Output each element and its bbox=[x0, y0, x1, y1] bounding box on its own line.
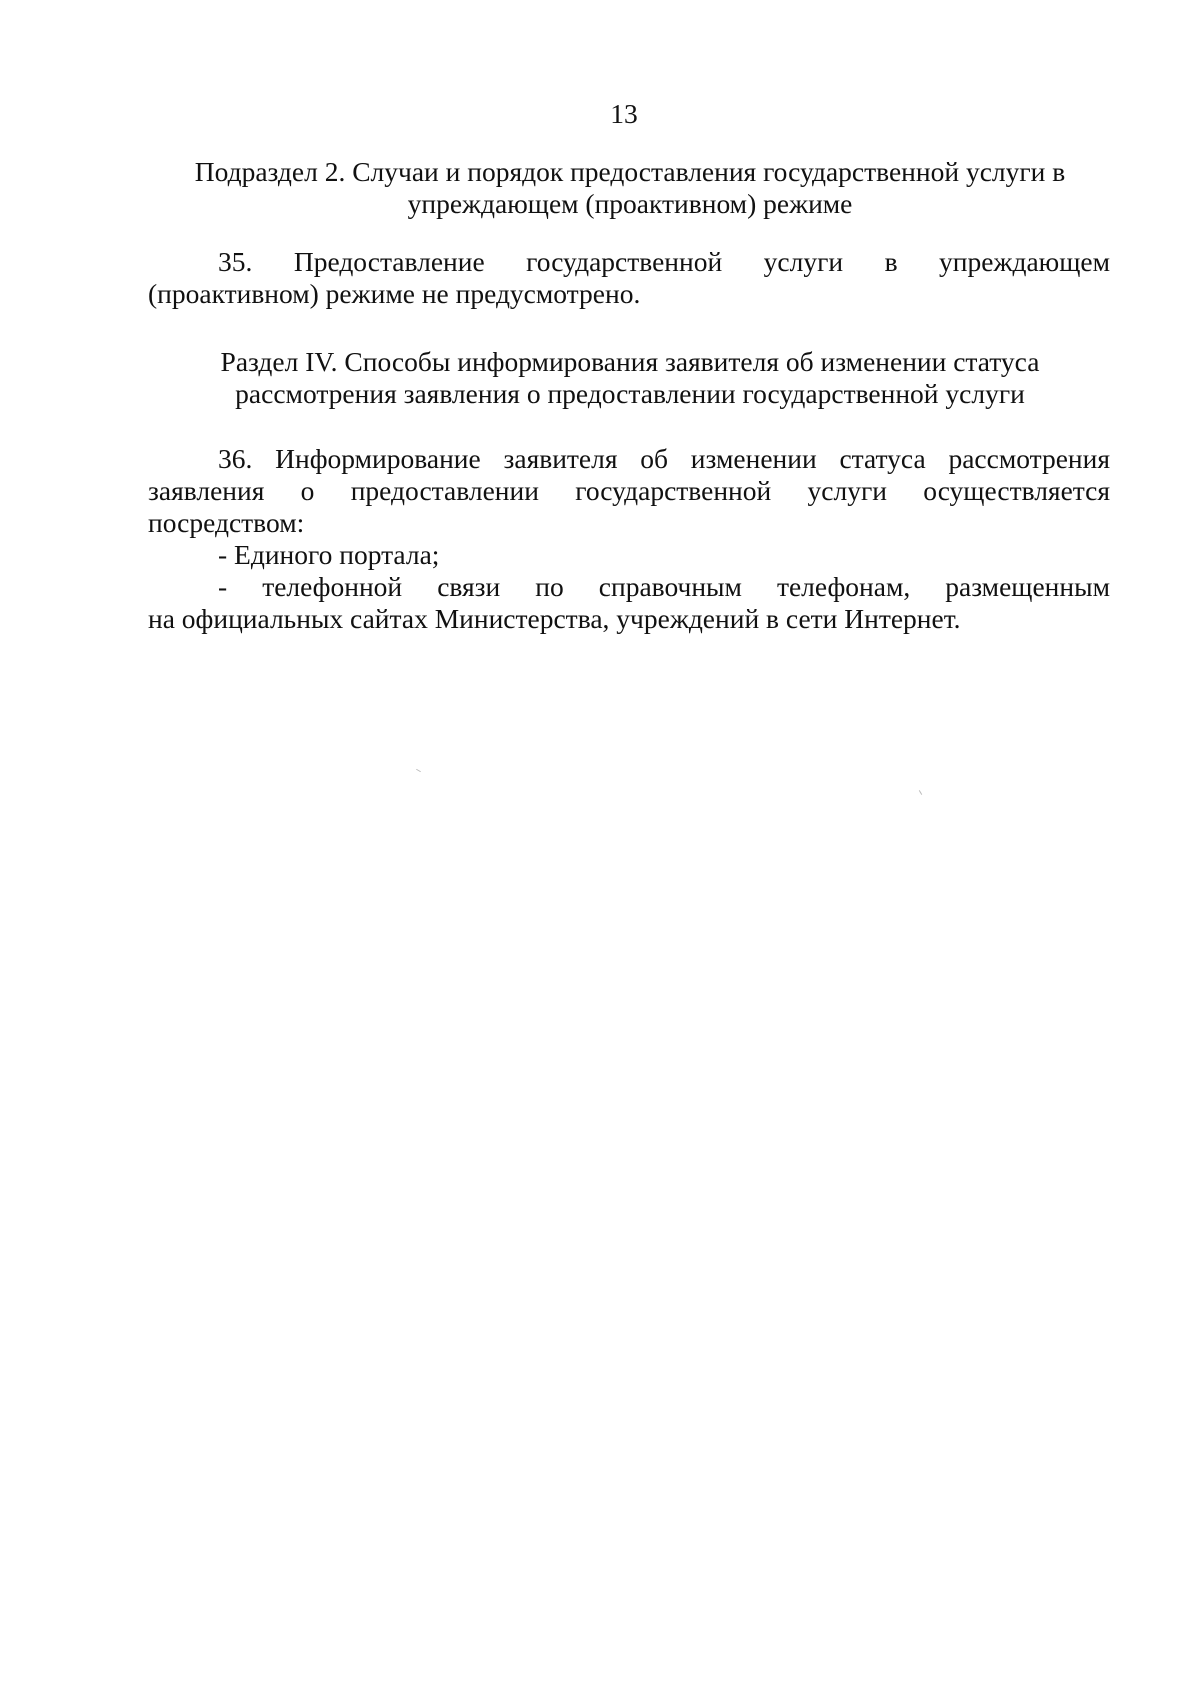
section-heading bbox=[150, 346, 1110, 410]
list-item-phone-line-2: на официальных сайтах Министерства, учреждений в сети Интернет. bbox=[148, 603, 961, 634]
paragraph-36 bbox=[148, 443, 1110, 635]
paragraph-36-line-1: 36. Информирование заявителя об изменении статуса рассмотрения bbox=[218, 443, 1110, 474]
list-item-portal: - Единого портала; bbox=[218, 539, 440, 570]
paragraph-36-line-2: заявления о предоставлении государственной услуги осуществляется bbox=[148, 475, 1110, 506]
paragraph-35-line-2: (проактивном) режиме не предусмотрено. bbox=[148, 278, 641, 309]
section-heading-line-2: рассмотрения заявления о предоставлении государственной услуги bbox=[235, 378, 1025, 409]
paragraph-36-line-3: посредством: bbox=[148, 507, 305, 538]
paragraph-35 bbox=[148, 246, 1110, 310]
paragraph-35-line-1: 35. Предоставление государственной услуги в упреждающем bbox=[218, 246, 1110, 277]
subsection-heading-line-2: упреждающем (проактивном) режиме bbox=[407, 188, 853, 219]
section-heading-line-1: Раздел IV. Способы информирования заявителя об изменении статуса bbox=[220, 346, 1040, 377]
list-item-phone-line-1: - телефонной связи по справочным телефонам, размещенным bbox=[218, 571, 1110, 602]
scan-speck bbox=[416, 769, 421, 772]
page-number: 13 bbox=[610, 98, 638, 129]
subsection-heading bbox=[150, 156, 1110, 220]
subsection-heading-line-1: Подраздел 2. Случаи и порядок предоставления государственной услуги в bbox=[194, 156, 1066, 187]
scan-speck bbox=[919, 790, 922, 795]
